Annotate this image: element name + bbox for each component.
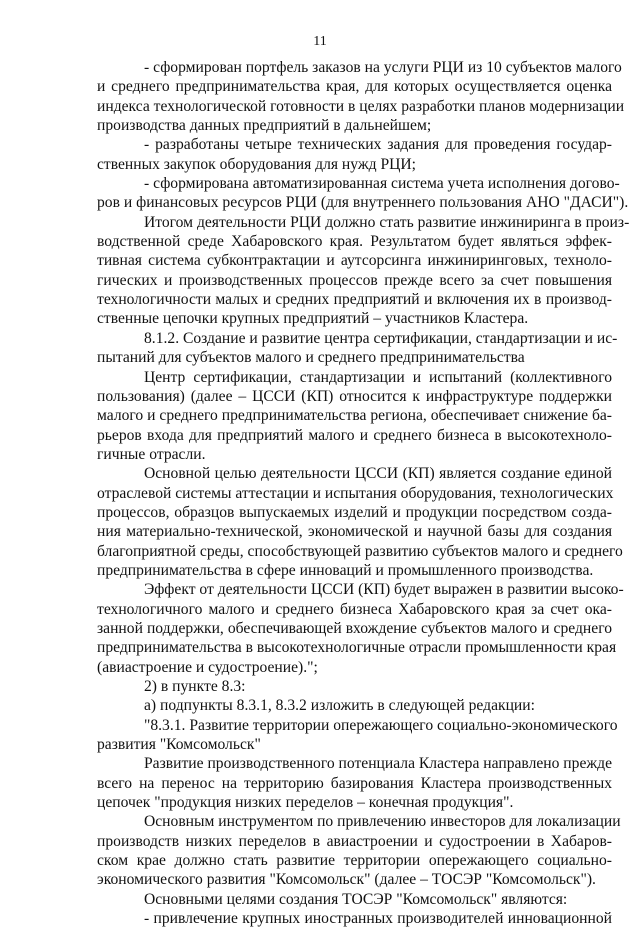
text-line: водственной среде Хабаровского края. Результатом будет являться эффек- xyxy=(97,233,612,251)
text-line: пользования) (далее – ЦССИ (КП) относится к инфраструктуре поддержки xyxy=(97,387,612,405)
page-number: 11 xyxy=(313,34,327,49)
text-line: малого и среднего предпринимательства региона, обеспечивает снижение ба- xyxy=(97,407,612,425)
text-line: экономического развития "Комсомольск" (далее – ТОСЭР "Комсомольск"). xyxy=(97,871,596,889)
text-line: Развитие производственного потенциала Кластера направлено прежде xyxy=(144,755,613,773)
text-line: развития "Комсомольск" xyxy=(97,736,261,754)
text-line: Центр сертификации, стандартизации и испытаний (коллективного xyxy=(144,368,612,386)
text-line: - сформирован портфель заказов на услуги РЦИ из 10 субъектов малого xyxy=(144,59,622,76)
text-line: ском крае должно стать развитие территории опережающего социально- xyxy=(97,852,612,870)
text-line: гичные отрасли. xyxy=(97,445,206,463)
text-line: предпринимательства в высокотехнологичные отрасли промышленности края xyxy=(97,639,617,657)
text-line: рьеров входа для предприятий малого и среднего бизнеса в высокотехноло- xyxy=(97,426,612,444)
text-line: ственные цепочки крупных предприятий – участников Кластера. xyxy=(97,310,529,328)
text-line: 8.1.2. Создание и развитие центра сертификации, стандартизации и ис- xyxy=(144,329,618,347)
text-line: индекса технологической готовности в целях разработки планов модернизации xyxy=(97,97,625,115)
text-line: ния материально-технической, экономической и научной базы для создания xyxy=(97,523,612,541)
text-line: благоприятной среды, способствующей развитию субъектов малого и среднего xyxy=(97,542,623,560)
text-line: производства данных предприятий в дальнейшем; xyxy=(97,117,432,135)
text-line: - привлечение крупных иностранных производителей инновационной xyxy=(144,910,612,928)
text-line: и среднего предпринимательства края, для которых осуществляется оценка xyxy=(97,78,612,96)
text-line: (авиастроение и судостроение)."; xyxy=(97,658,318,676)
document-body xyxy=(97,58,630,928)
text-line: гических и производственных процессов прежде всего за счет повышения xyxy=(97,271,612,289)
text-line: производств низких переделов в авиастроении и судостроении в Хабаров- xyxy=(97,832,612,850)
text-line: занной поддержки, обеспечивающей вхождение субъектов малого и среднего xyxy=(97,619,612,637)
text-line: 2) в пункте 8.3: xyxy=(144,678,246,695)
text-line: отраслевой системы аттестации и испытания оборудования, технологических xyxy=(97,484,614,502)
text-line: тивная система субконтрактации и аутсорсинга инжиниринговых, техноло- xyxy=(97,252,612,270)
text-line: технологичности малых и средних предприятий и включения их в производ- xyxy=(97,291,612,309)
text-line: ров и финансовых ресурсов РЦИ (для внутреннего пользования АНО "ДАСИ"). xyxy=(97,194,629,212)
text-line: предпринимательства в сфере инноваций и промышленного производства. xyxy=(97,561,594,579)
text-line: Эффект от деятельности ЦССИ (КП) будет выражен в развитии высоко- xyxy=(144,581,624,599)
text-line: - сформирована автоматизированная система учета исполнения догово- xyxy=(144,175,620,193)
text-line: Основным инструментом по привлечению инвесторов для локализации xyxy=(144,813,621,831)
text-line: цепочек "продукция низких переделов – конечная продукция". xyxy=(97,794,514,812)
text-line: - разработаны четыре технических задания для проведения государ- xyxy=(144,136,612,154)
text-line: Основной целью деятельности ЦССИ (КП) является создание единой xyxy=(144,465,612,483)
text-line: Итогом деятельности РЦИ должно стать развитие инжиниринга в произ- xyxy=(144,213,630,231)
text-line: а) подпункты 8.3.1, 8.3.2 изложить в следующей редакции: xyxy=(144,697,535,715)
text-line: "8.3.1. Развитие территории опережающего социально-экономического xyxy=(144,716,618,734)
text-line: пытаний для субъектов малого и среднего предпринимательства xyxy=(97,349,525,367)
text-line: процессов, образцов выпускаемых изделий и продукции посредством созда- xyxy=(97,503,612,521)
text-line: технологичного малого и среднего бизнеса Хабаровского края за счет ока- xyxy=(97,600,612,618)
text-line: Основными целями создания ТОСЭР "Комсомольск" являются: xyxy=(144,890,568,908)
text-line: ственных закупок оборудования для нужд РЦИ; xyxy=(97,155,417,173)
text-line: всего на перенос на территорию базирования Кластера производственных xyxy=(97,774,612,792)
